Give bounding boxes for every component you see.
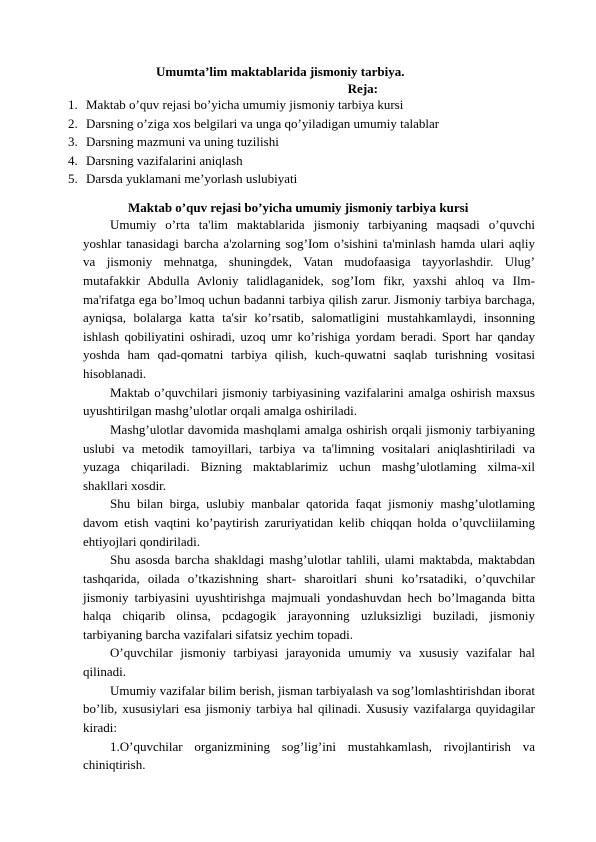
paragraph: Shu bilan birga, uslubiy manbalar qatorida faqat jismoniy mashg’ulotlaming davom etish vaqtini ko’paytirish zaruriyatidan kelib chiqqan holda o’quvcliilaming ehtiyojlari qondiriladi. <box>83 496 535 549</box>
plan-item <box>68 115 439 134</box>
plan-item <box>68 96 439 115</box>
plan-item <box>68 170 439 189</box>
plan-item-number: 3. <box>68 134 78 149</box>
paragraph: O’quvchilar jismoniy tarbiyasi jarayonida umumiy va xususiy vazifalar hal qilinadi. <box>83 645 535 679</box>
section-title: Maktab o’quv rejasi bo’yicha umumiy jismoniy tarbiya kursi <box>128 200 469 215</box>
plan-item <box>68 133 439 152</box>
plan-item-text: Darsning o’ziga xos belgilari va unga qo’yiladigan umumiy talablar <box>86 115 440 131</box>
plan-item-text: Darsning vazifalarini aniqlash <box>86 152 243 168</box>
body-text <box>83 216 535 775</box>
paragraph: Maktab o’quvchilari jismoniy tarbiyasining vazifalarini amalga oshirish maxsus uyushtirilgan mashg’ulotlar orqali amalga oshiriladi. <box>83 384 535 419</box>
paragraph: Umumiy vazifalar bilim berish, jisman tarbiyalash va sog’lomlashtirishdan iborat bo’lib, xususiylari esa jismoniy tarbiya hal qilinadi. Xususiy vazifalarga quyidagilar kiradi: <box>83 682 535 735</box>
plan-item-text: Darsning mazmuni va uning tuzilishi <box>86 134 279 149</box>
paragraph: 1.O’quvchilar organizmining sog’lig’ini mustahkamlash, rivojlantirish va chiniqtirish. <box>83 738 535 773</box>
paragraph: Shu asosda barcha shakldagi mashg’ulotlar tahlili, ulami maktabda, maktabdan tashqarida, oilada o’tkazishning shart- sharoitlari shuni ko’rsatadiki, o’quvchilar jismoniy tarbiyasini uyushtirishga majmuali yondashuvdan hech bo’lmaganda bitta halqa chiqarib olinsa, pcdagogik jarayonning uzluksizligi buziladi, jismoniy tarbiyaning barcha vazifalari sifatsiz yechim topadi. <box>83 552 535 642</box>
plan-item-number: 2. <box>68 115 78 131</box>
plan-list <box>68 96 439 189</box>
plan-heading: Reja: <box>347 81 378 96</box>
plan-item-number: 1. <box>68 97 78 112</box>
paragraph: Umumiy o’rta ta'lim maktablarida jismoniy tarbiyaning maqsadi o’quvchi yoshlar tanasidagi barcha a'zolarning sog’Iom o’sishini ta'minlash hamda ulari aqliy va jismoniy mehnatga, shuningdek, Vatan mudofaasiga tayyorlashdir. Ulug’ mutafakkir Abdulla Avloniy talidlaganidek, sog’Iom fikr, yaxshi ahloq va Ilm-ma'rifatga ega bo’lmoq uchun badanni tarbiya qilish zarur. Jismoniy tarbiya barchaga, ayniqsa, bolalarga katta ta'sir ko’rsatib, salomatligini mustahkamlaydi, insonning ishlash qobiliyatini oshiradi, uzoq umr ko’rishiga yordam beradi. Sport har qanday yoshda ham qad-qomatni tarbiya qilish, kuch-quwatni saqlab turishning vositasi hisoblanadi. <box>83 217 535 381</box>
plan-item-text: Darsda yuklamani me’yorlash uslubiyati <box>86 171 298 186</box>
plan-item-text: Maktab o’quv rejasi bo’yicha umumiy jismoniy tarbiya kursi <box>86 97 404 112</box>
plan-item-number: 4. <box>68 152 78 168</box>
document-title: Umumta’lim maktablarida jismoniy tarbiya. <box>156 64 405 79</box>
paragraph: Mashg’ulotlar davomida mashqlami amalga oshirish orqali jismoniy tarbiyaning uslubi va metodik tamoyillari, tarbiya va ta'limning vositalari aniqlashtiriladi va yuzaga chiqariladi. Bizning maktablarimiz uchun mashg’ulotlaming xilma-xil shakllari xosdir. <box>83 421 535 493</box>
plan-item <box>68 152 439 171</box>
plan-item-number: 5. <box>68 171 78 186</box>
